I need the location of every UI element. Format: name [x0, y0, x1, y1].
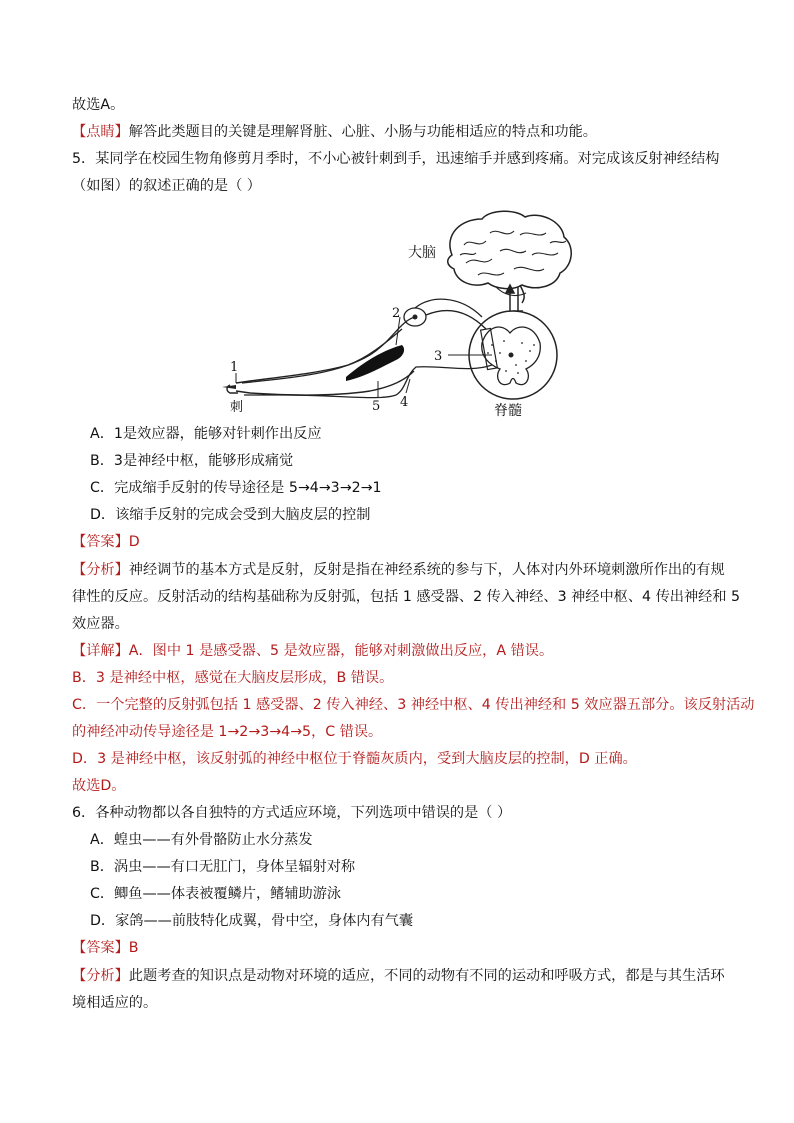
q6-analysis-line-1	[72, 966, 734, 986]
q5-detail-line-3: C．一个完整的反射弧包括 1 感受器、2 传入神经、3 神经中枢、4 传出神经和 5 效应器五部分。该反射活动	[72, 697, 755, 713]
key-point-text: 解答此类题目的关键是理解肾脏、心脏、小肠与功能相适应的特点和功能。	[128, 124, 597, 140]
q6-analysis-line-2: 境相适应的。	[72, 995, 158, 1011]
thorn-label: 刺	[230, 400, 244, 415]
q5-conclusion: 故选D。	[72, 778, 126, 794]
q5-analysis-line-2: 律性的反应。反射活动的结构基础称为反射弧，包括 1 感受器、2 传入神经、3 神经中枢、4 传出神经和 5	[72, 589, 741, 605]
analysis-text: 此题考查的知识点是动物对环境的适应，不同的动物有不同的运动和呼吸方式，都是与其生活环	[128, 968, 725, 984]
text-line: 故选A。	[72, 97, 125, 113]
label-1: 1	[230, 360, 239, 375]
detail-text: A．图中 1 是感受器、5 是效应器，能够对刺激做出反应，A 错误。	[128, 643, 554, 659]
label-5: 5	[372, 399, 381, 414]
key-point-tag: 【点睛】	[72, 124, 129, 140]
detail-tag: 【详解】	[72, 643, 129, 659]
question-5-stem-cont: （如图）的叙述正确的是（ ）	[72, 178, 261, 194]
analysis-text: 神经调节的基本方式是反射，反射是指在神经系统的参与下，人体对内外环境刺激所作出的有规	[128, 562, 725, 578]
q5-option-c: C．完成缩手反射的传导途径是 5→4→3→2→1	[90, 480, 382, 496]
q5-answer-line	[72, 532, 734, 552]
q5-detail-line-2: B．3 是神经中枢，感觉在大脑皮层形成，B 错误。	[72, 670, 394, 686]
brain-label: 大脑	[408, 245, 436, 261]
nerve-pathways	[242, 299, 492, 398]
key-point-line	[72, 122, 734, 142]
analysis-tag: 【分析】	[72, 562, 129, 578]
q5-detail-line-5: D．3 是神经中枢，该反射弧的神经中枢位于脊髓灰质内，受到大脑皮层的控制，D 正确。	[72, 751, 637, 767]
answer-tag: 【答案】	[72, 534, 129, 550]
q5-option-b: B．3是神经中枢，能够形成痛觉	[90, 453, 294, 469]
answer-value: D	[128, 534, 140, 550]
label-4: 4	[400, 395, 409, 410]
analysis-tag: 【分析】	[72, 968, 129, 984]
spinal-cord-label: 脊髓	[494, 403, 522, 419]
q6-option-d: D．家鸽——前肢特化成翼，骨中空，身体内有气囊	[90, 913, 414, 929]
question-6-stem: 6．各种动物都以各自独特的方式适应环境，下列选项中错误的是（ ）	[72, 805, 512, 821]
q6-option-b: B．涡虫——有口无肛门，身体呈辐射对称	[90, 859, 356, 875]
q5-option-a: A．1是效应器，能够对针刺作出反应	[90, 426, 322, 442]
question-5-stem: 5．某同学在校园生物角修剪月季时，不小心被针刺到手，迅速缩手并感到疼痛。对完成该反射神经结构	[72, 151, 720, 167]
q5-analysis-line-3: 效应器。	[72, 616, 129, 632]
reflex-arc-figure	[220, 205, 580, 420]
q6-option-c: C．鲫鱼——体表被覆鳞片，鳍辅助游泳	[90, 886, 342, 902]
label-2: 2	[392, 306, 401, 321]
q6-option-a: A．蝗虫——有外骨骼防止水分蒸发	[90, 832, 313, 848]
q6-answer-line	[72, 938, 734, 958]
q5-analysis-line-1	[72, 560, 734, 580]
answer-tag: 【答案】	[72, 940, 129, 956]
q5-detail-line-1	[72, 641, 734, 661]
label-3: 3	[434, 349, 443, 364]
q5-detail-line-4: 的神经冲动传导途径是 1→2→3→4→5，C 错误。	[72, 724, 383, 740]
answer-value: B	[128, 940, 139, 956]
q5-option-d: D．该缩手反射的完成会受到大脑皮层的控制	[90, 507, 371, 523]
